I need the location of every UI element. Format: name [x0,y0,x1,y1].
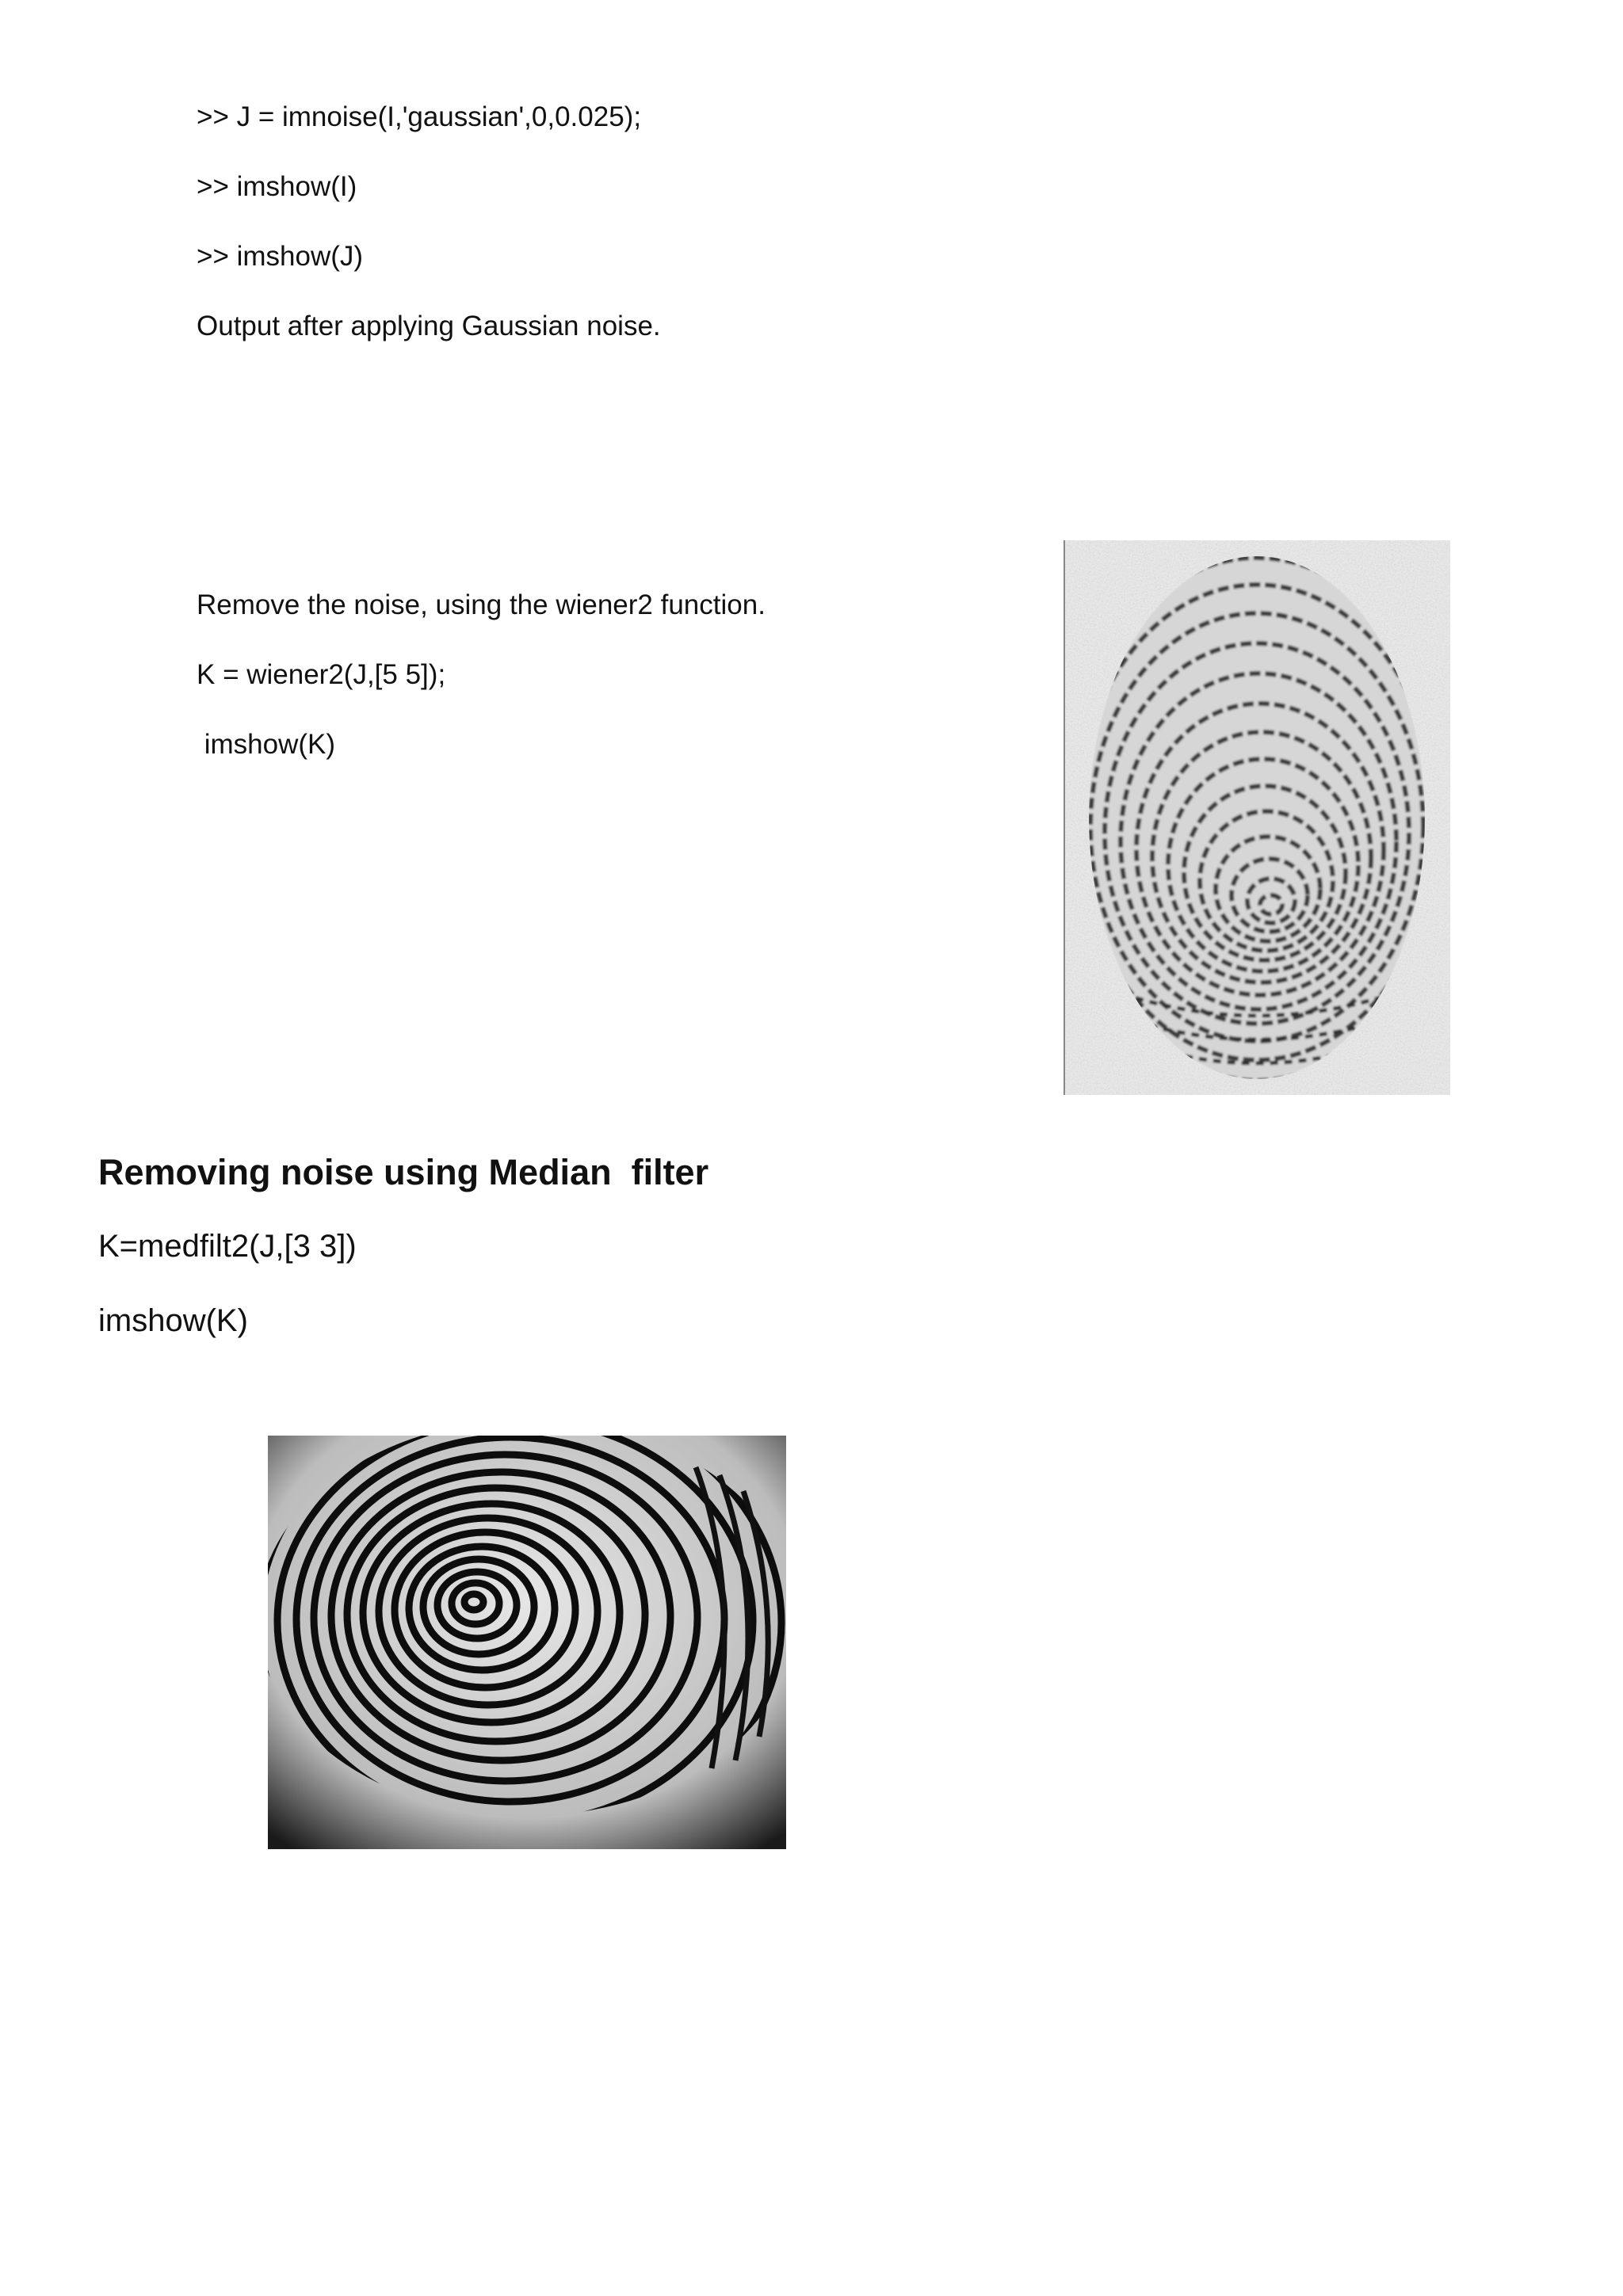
fingerprint-image-wiener [1064,540,1450,1095]
code-line-imshow-i: >> imshow(I) [197,171,357,202]
code-line-imnoise: >> J = imnoise(I,'gaussian',0,0.025); [197,101,642,132]
caption-gaussian-noise: Output after applying Gaussian noise. [197,311,661,341]
code-line-wiener2: K = wiener2(J,[5 5]); [197,659,446,690]
wiener-intro-text: Remove the noise, using the wiener2 function. [197,589,766,620]
code-line-imshow-k: imshow(K) [197,729,336,760]
fingerprint-image-median [268,1436,786,1849]
fingerprint-median-svg [268,1436,786,1849]
fingerprint-wiener-svg [1064,540,1450,1095]
code-line-medfilt2: K=medfilt2(J,[3 3]) [98,1229,357,1264]
median-filter-heading: Removing noise using Median filter [98,1152,709,1192]
code-line-imshow-j: >> imshow(J) [197,241,364,272]
code-line-imshow-k-median: imshow(K) [98,1303,248,1338]
